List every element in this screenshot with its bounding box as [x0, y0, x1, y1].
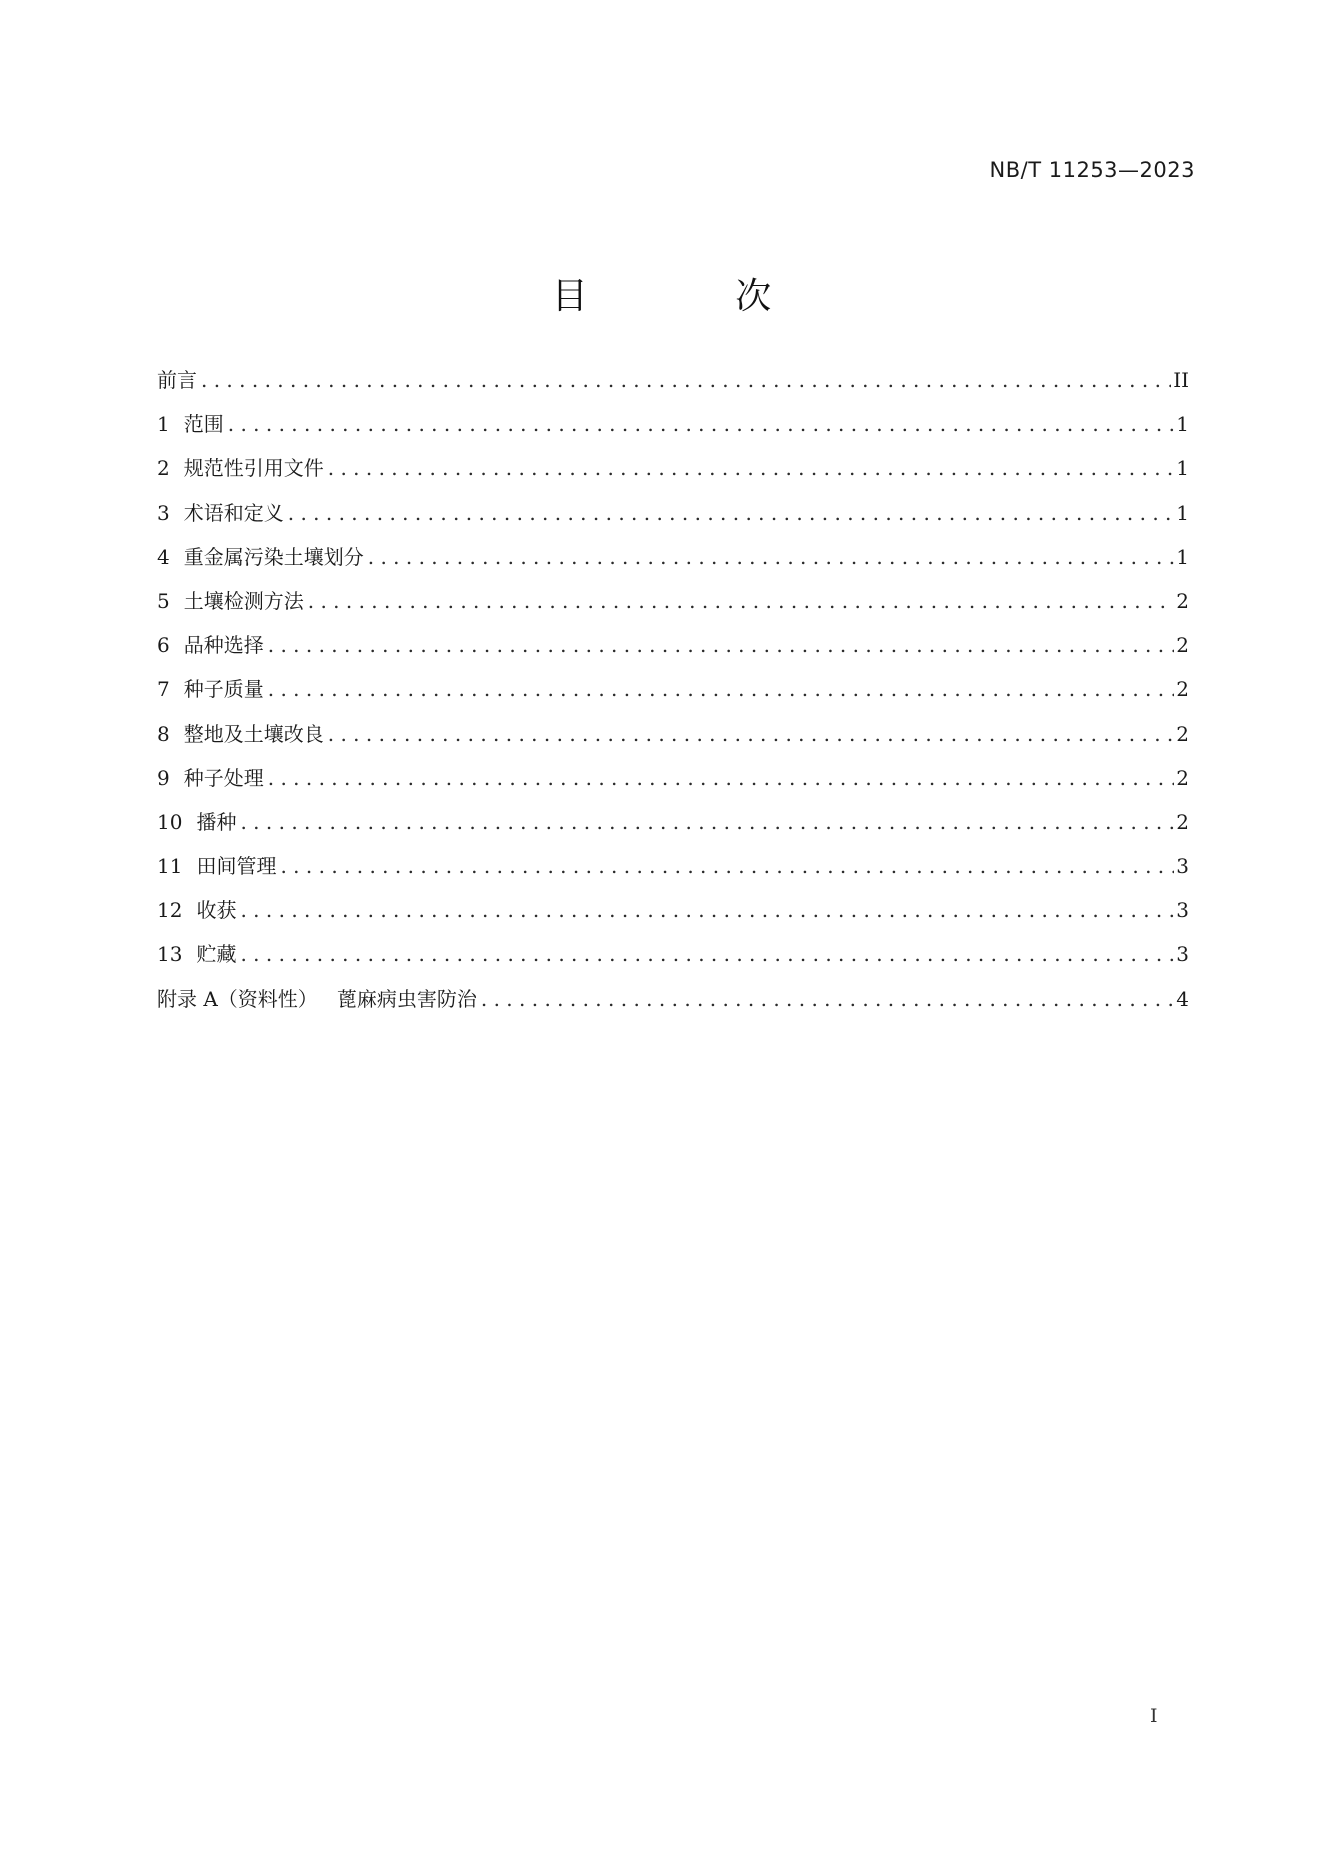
toc-entry-title: 整地及土壤改良	[183, 721, 324, 746]
toc-entry-5[interactable]	[157, 587, 1189, 631]
toc-entry-title: 种子质量	[183, 677, 264, 702]
toc-entry-number: 1	[157, 412, 170, 437]
toc-entry-page: 1	[1176, 412, 1189, 437]
toc-entry-title: 播种	[196, 809, 237, 834]
toc-entry-title: 术语和定义	[183, 500, 284, 525]
toc-entry-title: 重金属污染土壤划分	[183, 544, 364, 569]
toc-entry-number: 12	[157, 898, 183, 923]
toc-dot-leader	[328, 720, 1175, 748]
toc-entry-1[interactable]	[157, 410, 1189, 454]
toc-entry-number: 10	[157, 809, 183, 834]
toc-entry-6[interactable]	[157, 631, 1189, 675]
toc-entry-page: 2	[1176, 809, 1189, 834]
toc-entry-title: 范围	[183, 412, 224, 437]
toc-entry-9[interactable]	[157, 764, 1189, 808]
page-title: 目 次	[551, 276, 840, 317]
toc-entry-12[interactable]	[157, 896, 1189, 940]
toc-entry-number: 7	[157, 677, 170, 702]
toc-entry-page: 2	[1176, 765, 1189, 790]
toc-dot-leader	[328, 454, 1175, 482]
toc-dot-leader	[280, 852, 1174, 880]
toc-entry-13[interactable]	[157, 940, 1189, 984]
toc-entry-title: 田间管理	[196, 854, 277, 879]
toc-entry-page: 1	[1176, 500, 1189, 525]
toc-entry-number: 8	[157, 721, 170, 746]
toc-dot-leader	[288, 499, 1175, 527]
toc-entry-page: II	[1173, 368, 1189, 392]
toc-entry-4[interactable]	[157, 543, 1189, 587]
toc-entry-number: 2	[157, 456, 170, 481]
toc-dot-leader	[240, 940, 1174, 968]
toc-dot-leader	[268, 631, 1175, 659]
toc-entry-page: 2	[1176, 588, 1189, 613]
toc-entry-title: 附录 A（资料性） 蓖麻病虫害防治	[157, 986, 477, 1011]
toc-entry-page: 1	[1176, 456, 1189, 481]
toc-entry-number: 13	[157, 942, 183, 967]
toc-entry-title: 收获	[196, 898, 237, 923]
toc-entry-number: 11	[157, 854, 183, 879]
toc-entry-page: 2	[1176, 633, 1189, 658]
toc-entry-page: 1	[1176, 544, 1189, 569]
toc-dot-leader	[481, 985, 1174, 1013]
toc-dot-leader	[228, 410, 1175, 438]
toc-entry-title: 前言	[157, 368, 197, 392]
toc-dot-leader	[308, 587, 1175, 615]
table-of-contents	[157, 366, 1189, 1029]
toc-entry-number: 6	[157, 633, 170, 658]
toc-entry-number: 5	[157, 588, 170, 613]
toc-dot-leader	[240, 896, 1174, 924]
toc-entry-7[interactable]	[157, 675, 1189, 719]
page-number: I	[1150, 1705, 1158, 1727]
toc-entry-number: 4	[157, 544, 170, 569]
toc-entry-11[interactable]	[157, 852, 1189, 896]
toc-entry-8[interactable]	[157, 720, 1189, 764]
toc-dot-leader	[268, 764, 1175, 792]
toc-entry-page: 3	[1176, 898, 1189, 923]
toc-dot-leader	[240, 808, 1174, 836]
toc-entry-page: 2	[1176, 677, 1189, 702]
toc-entry-page: 2	[1176, 721, 1189, 746]
toc-entry-title: 规范性引用文件	[183, 456, 324, 481]
toc-entry-page: 3	[1176, 942, 1189, 967]
toc-entry-10[interactable]	[157, 808, 1189, 852]
toc-entry-title: 贮藏	[196, 942, 237, 967]
toc-entry-page: 3	[1176, 854, 1189, 879]
toc-entry-number: 9	[157, 765, 170, 790]
toc-entry-page: 4	[1176, 986, 1189, 1011]
toc-dot-leader	[368, 543, 1175, 571]
toc-entry-appendix-a[interactable]	[157, 985, 1189, 1029]
toc-dot-leader	[201, 366, 1171, 394]
toc-entry-foreword[interactable]	[157, 366, 1189, 410]
document-code: NB/T 11253—2023	[989, 158, 1195, 182]
toc-entry-title: 土壤检测方法	[183, 588, 304, 613]
toc-entry-title: 种子处理	[183, 765, 264, 790]
toc-entry-number: 3	[157, 500, 170, 525]
toc-dot-leader	[268, 675, 1175, 703]
toc-entry-3[interactable]	[157, 499, 1189, 543]
toc-entry-2[interactable]	[157, 454, 1189, 498]
toc-entry-title: 品种选择	[183, 633, 264, 658]
